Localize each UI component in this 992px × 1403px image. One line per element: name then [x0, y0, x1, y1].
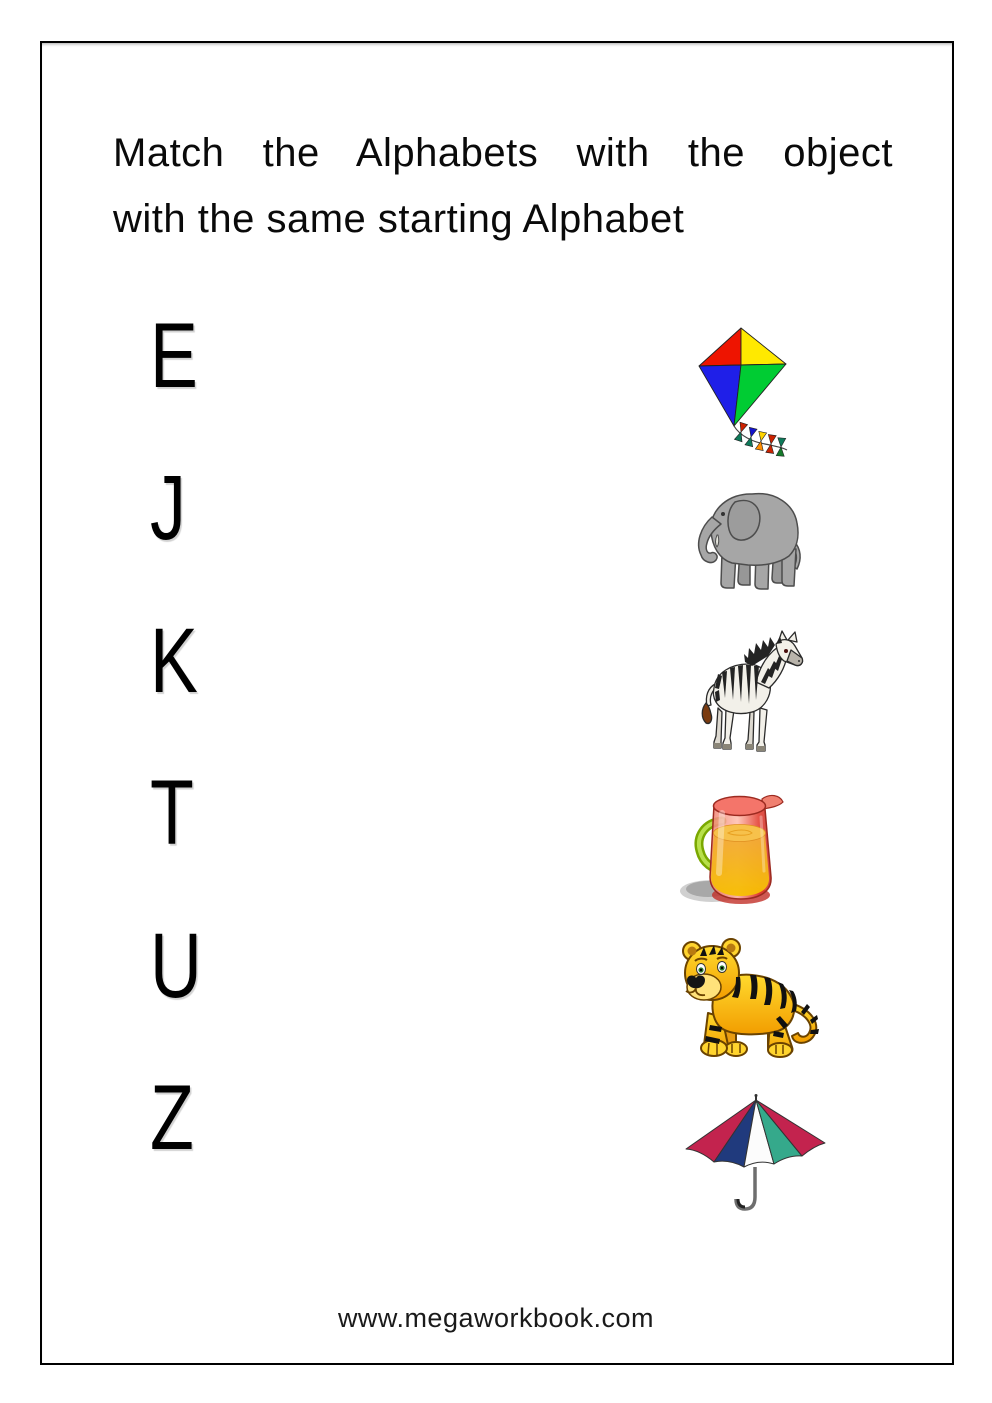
footer-website-url: www.megaworkbook.com: [337, 1303, 655, 1333]
kite-panel-topright: [741, 328, 786, 365]
letter-E[interactable]: E: [150, 305, 198, 407]
letter-U[interactable]: U: [150, 915, 202, 1017]
kite-image[interactable]: [685, 325, 795, 460]
elephant-image[interactable]: [690, 483, 815, 598]
kite-panel-topleft: [699, 328, 741, 366]
title-line-1: Match the Alphabets with the object: [113, 131, 893, 175]
page-title: [113, 120, 893, 252]
umbrella-canopy: [686, 1100, 825, 1167]
letter-J[interactable]: J: [150, 457, 186, 559]
jug-image[interactable]: [678, 775, 803, 915]
kite-tail: [734, 422, 785, 456]
letter-Z[interactable]: Z: [150, 1067, 194, 1169]
title-line-2: with the same starting Alphabet: [113, 197, 685, 241]
letter-K[interactable]: K: [150, 610, 198, 712]
letter-T[interactable]: T: [150, 762, 194, 864]
zebra-image[interactable]: [688, 628, 808, 758]
kite-panel-bottomright: [734, 364, 786, 426]
tiger-image[interactable]: [672, 933, 822, 1068]
umbrella-image[interactable]: [678, 1093, 833, 1223]
